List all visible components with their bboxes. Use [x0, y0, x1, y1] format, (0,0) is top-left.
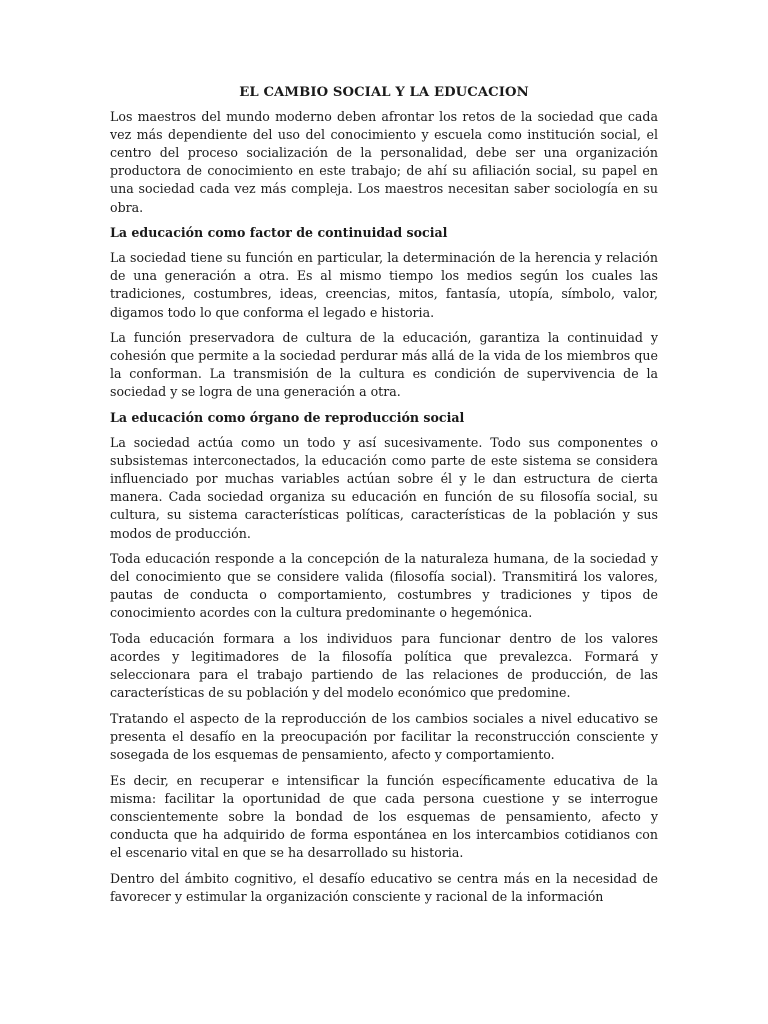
section-heading-continuidad: La educación como factor de continuidad social: [110, 225, 448, 241]
section-heading-reproduccion: La educación como órgano de reproducción social: [110, 410, 465, 425]
document-title: EL CAMBIO SOCIAL Y LA EDUCACION: [239, 85, 529, 100]
paragraph: La función preservadora de cultura de la educación, garantiza la continuidad y cohesión que permite a la sociedad perdurar más allá de la vida de los miembros que la conforman. La transmisión de la cultura es condición de supervivencia de la sociedad y se logra de una generación a otra.: [110, 330, 658, 400]
paragraph: La sociedad tiene su función en particular, la determinación de la herencia y relación de una generación a otra. Es al mismo tiempo los medios según los cuales las tradiciones, costumbres, ideas, creencias, mitos, fantasía, utopía, símbolo, valor, digamos todo lo que conforma el legado e historia.: [110, 250, 658, 320]
intro-paragraph: Los maestros del mundo moderno deben afrontar los retos de la sociedad que cada vez más dependiente del uso del conocimiento y escuela como institución social, el centro del proceso socialización de la personalidad, debe ser una organización productora de conocimiento en este trabajo; de ahí su afiliación social, su papel en una sociedad cada vez más compleja. Los maestros necesitan saber sociología en su obra.: [110, 109, 658, 215]
paragraph: La sociedad actúa como un todo y así sucesivamente. Todo sus componentes o subsistemas interconectados, la educación como parte de este sistema se considera influenciado por muchas variables actúan sobre él y le dan estructura de cierta manera. Cada sociedad organiza su educación en función de su filosofía social, su cultura, su sistema características políticas, características de la población y sus modos de producción.: [110, 435, 658, 541]
document-page: [110, 84, 658, 906]
paragraph: Toda educación formara a los individuos para funcionar dentro de los valores acordes y legitimadores de la filosofía política que prevalezca. Formará y seleccionara para el trabajo partiendo de las relaciones de producción, de las características de su población y del modelo económico que predomine.: [110, 631, 658, 701]
paragraph: Tratando el aspecto de la reproducción de los cambios sociales a nivel educativo se presenta el desafío en la preocupación por facilitar la reconstrucción consciente y sosegada de los esquemas de pensamiento, afecto y comportamiento.: [110, 710, 658, 763]
paragraph: Es decir, en recuperar e intensificar la función específicamente educativa de la misma: facilitar la oportunidad de que cada persona cuestione y se interrogue conscientemente sobre la bondad de los esquemas de pensamiento, afecto y conducta que ha adquirido de forma espontánea en los intercambios cotidianos con el escenario vital en que se ha desarrollado su historia.: [110, 772, 658, 861]
paragraph: Dentro del ámbito cognitivo, el desafío educativo se centra más en la necesidad de favorecer y estimular la organización consciente y racional de la información: [110, 870, 658, 904]
paragraph: Toda educación responde a la concepción de la naturaleza humana, de la sociedad y del conocimiento que se considere valida (filosofía social). Transmitirá los valores, pautas de conducta o comportamiento, costumbres y tradiciones y tipos de conocimiento acordes con la cultura predominante o hegemónica.: [110, 551, 658, 621]
